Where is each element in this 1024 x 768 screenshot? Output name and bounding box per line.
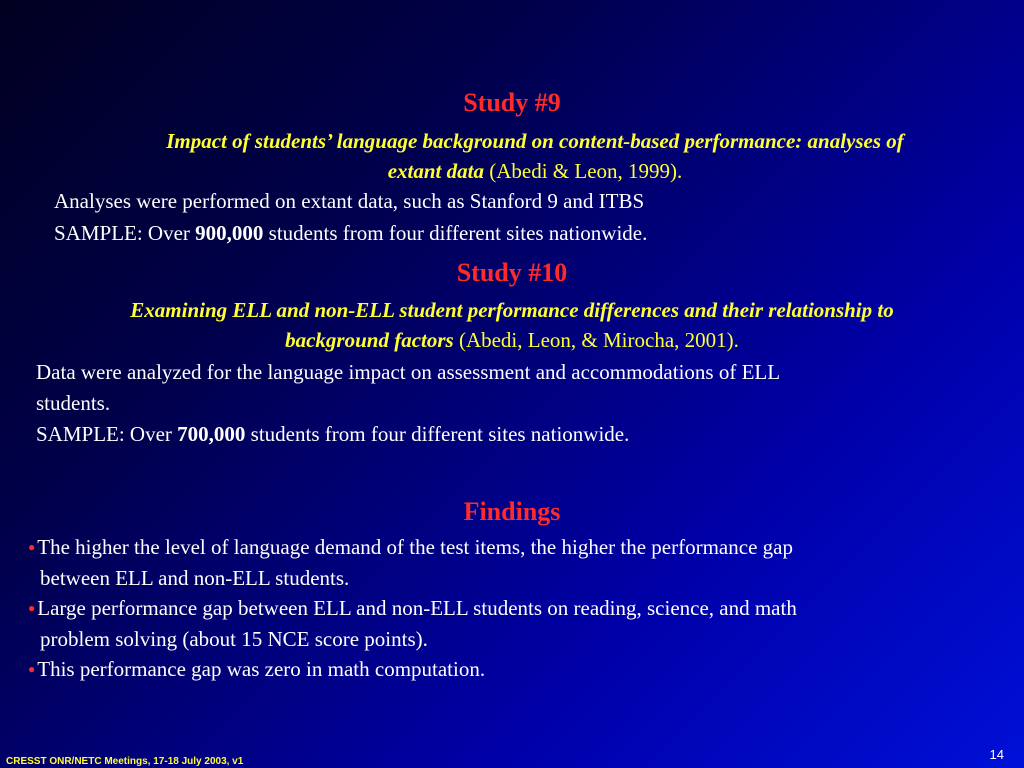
study9-subtitle-line1: Impact of students’ language background on content-based performance: analyses of bbox=[166, 129, 904, 153]
study9-sample bbox=[54, 218, 994, 249]
study9-description: Analyses were performed on extant data, such as Stanford 9 and ITBS bbox=[54, 189, 645, 213]
study10-sample-prefix: SAMPLE: Over bbox=[36, 422, 178, 446]
findings-title: Findings bbox=[463, 497, 561, 526]
study9-sample-number: 900,000 bbox=[195, 221, 264, 245]
study10-description-line1: Data were analyzed for the language impact on assessment and accommodations of ELL bbox=[36, 360, 781, 384]
bullet-icon: ● bbox=[28, 662, 36, 676]
study9-title: Study #9 bbox=[463, 88, 561, 117]
bullet-icon: ● bbox=[28, 601, 36, 615]
finding-item-1-line1: The higher the level of language demand of the test items, the higher the performance gap bbox=[37, 535, 793, 559]
study10-title: Study #10 bbox=[456, 258, 568, 287]
footer-text: CRESST ONR/NETC Meetings, 17-18 July 2003, v1 bbox=[6, 756, 244, 767]
finding-item-2 bbox=[28, 593, 988, 655]
page-number: 14 bbox=[989, 747, 1004, 762]
study10-subtitle bbox=[20, 295, 1004, 355]
finding-item-3 bbox=[28, 654, 988, 685]
study9-subtitle bbox=[60, 126, 1010, 186]
study9-sample-suffix: students from four different sites nationwide. bbox=[263, 221, 648, 245]
bullet-icon: ● bbox=[28, 540, 36, 554]
study10-sample-suffix: students from four different sites nationwide. bbox=[245, 422, 630, 446]
study9-sample-prefix: SAMPLE: Over bbox=[54, 221, 196, 245]
finding-item-2-line2: problem solving (about 15 NCE score points). bbox=[40, 627, 428, 651]
study10-sample-number: 700,000 bbox=[177, 422, 246, 446]
finding-item-1-line2: between ELL and non-ELL students. bbox=[40, 566, 350, 590]
study10-description-line2: students. bbox=[36, 391, 111, 415]
finding-item-3-line1: This performance gap was zero in math computation. bbox=[37, 657, 486, 681]
study9-subtitle-line2: extant data bbox=[387, 159, 484, 183]
study10-subtitle-line1: Examining ELL and non-ELL student performance differences and their relationship to bbox=[130, 298, 894, 322]
study10-subtitle-line2: background factors bbox=[285, 328, 454, 352]
finding-item-2-line1: Large performance gap between ELL and non-ELL students on reading, science, and math bbox=[37, 596, 797, 620]
finding-item-1 bbox=[28, 532, 988, 594]
study9-citation: (Abedi & Leon, 1999). bbox=[489, 159, 683, 183]
study10-description bbox=[36, 357, 996, 419]
study10-citation: (Abedi, Leon, & Mirocha, 2001). bbox=[458, 328, 739, 352]
study10-sample bbox=[36, 419, 996, 450]
